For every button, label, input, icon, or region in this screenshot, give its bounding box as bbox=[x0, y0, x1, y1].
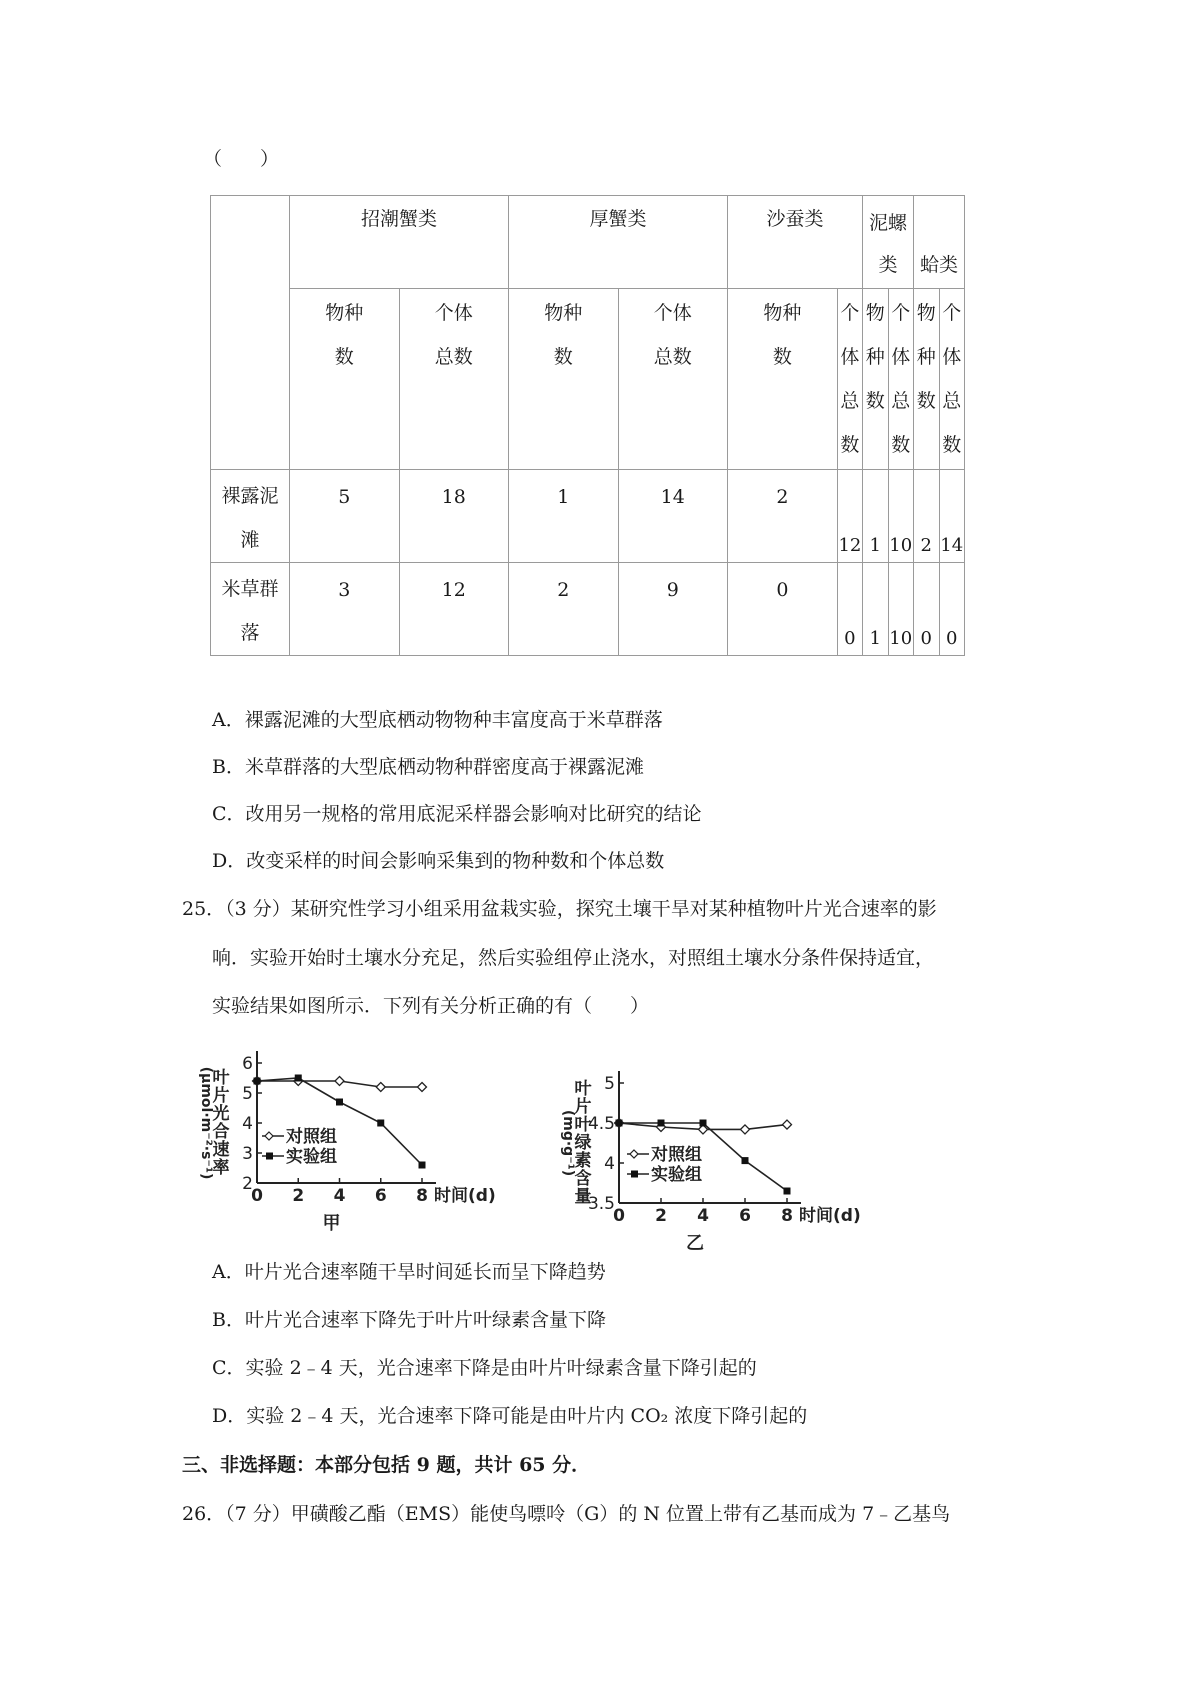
data-point bbox=[784, 1188, 791, 1195]
data-point bbox=[377, 1120, 384, 1127]
data-point bbox=[658, 1120, 665, 1127]
data-point bbox=[335, 1077, 344, 1086]
legend-marker bbox=[630, 1150, 638, 1158]
y-axis-unit: (μmol·m⁻²·s⁻¹) bbox=[198, 1066, 214, 1180]
option-b: B．米草群落的大型底栖动物种群密度高于裸露泥滩 bbox=[212, 756, 644, 778]
legend-label: 对照组 bbox=[651, 1145, 702, 1165]
y-axis-label: 含 bbox=[574, 1169, 592, 1189]
option-a: A．叶片光合速率随干旱时间延长而呈下降趋势 bbox=[212, 1261, 606, 1283]
sub-header: 个体总数 bbox=[618, 289, 728, 470]
table-cell: 1 bbox=[509, 470, 619, 563]
x-tick-label: 2 bbox=[292, 1186, 305, 1206]
data-point bbox=[418, 1083, 427, 1092]
option-a: A．裸露泥滩的大型底栖动物物种丰富度高于米草群落 bbox=[212, 709, 663, 731]
x-tick-label: 8 bbox=[781, 1206, 793, 1226]
table-cell: 9 bbox=[618, 563, 728, 656]
x-tick-label: 4 bbox=[697, 1206, 709, 1226]
chart-caption: 乙 bbox=[686, 1233, 704, 1254]
option-c: C．改用另一规格的常用底泥采样器会影响对比研究的结论 bbox=[212, 803, 702, 825]
x-tick-label: 6 bbox=[374, 1186, 387, 1206]
legend-label: 实验组 bbox=[286, 1147, 337, 1167]
y-axis-label: 素 bbox=[574, 1151, 592, 1171]
data-point bbox=[741, 1125, 750, 1134]
x-tick-label: 4 bbox=[333, 1186, 346, 1206]
group-header: 厚蟹类 bbox=[509, 196, 728, 289]
question-25-stem-3: 实验结果如图所示．下列有关分析正确的有（ ） bbox=[212, 995, 650, 1017]
legend-marker bbox=[631, 1171, 638, 1178]
y-tick-label: 4.5 bbox=[587, 1114, 615, 1134]
sub-header: 物种数 bbox=[728, 289, 838, 470]
y-tick-label: 3 bbox=[242, 1144, 253, 1164]
chart-photosynthesis-rate bbox=[198, 1040, 560, 1234]
legend-marker bbox=[266, 1153, 273, 1160]
answer-blank: （ ） bbox=[203, 148, 280, 170]
x-axis-label: 时间(d) bbox=[434, 1186, 496, 1206]
legend-marker bbox=[265, 1132, 273, 1140]
data-point bbox=[376, 1083, 385, 1092]
x-axis-label: 时间(d) bbox=[799, 1206, 861, 1226]
table-cell: 1 bbox=[863, 470, 889, 563]
data-point bbox=[742, 1157, 749, 1164]
y-axis-label: 合 bbox=[212, 1122, 230, 1142]
table-cell: 1 bbox=[863, 563, 889, 656]
question-26-stem: 26．（7 分）甲磺酸乙酯（EMS）能使鸟嘌呤（G）的 N 位置上带有乙基而成为 7﹣乙基鸟 bbox=[182, 1503, 951, 1525]
table-cell: 14 bbox=[939, 470, 965, 563]
y-tick-label: 4 bbox=[604, 1154, 615, 1174]
table-cell: 0 bbox=[939, 563, 965, 656]
data-point bbox=[700, 1120, 707, 1127]
sub-header: 个体总数 bbox=[837, 289, 862, 470]
question-25-stem-2: 响．实验开始时土壤水分充足，然后实验组停止浇水，对照组土壤水分条件保持适宜， bbox=[212, 947, 935, 969]
y-tick-label: 3.5 bbox=[587, 1194, 615, 1214]
option-b: B．叶片光合速率下降先于叶片叶绿素含量下降 bbox=[212, 1309, 606, 1331]
option-c: C．实验 2﹣4 天，光合速率下降是由叶片叶绿素含量下降引起的 bbox=[212, 1357, 757, 1379]
y-axis-label: 叶 bbox=[212, 1068, 230, 1088]
series-line bbox=[257, 1078, 422, 1165]
table-cell: 10 bbox=[888, 563, 914, 656]
sub-header: 物种数 bbox=[914, 289, 940, 470]
table-cell: 2 bbox=[914, 470, 940, 563]
table-cell: 0 bbox=[837, 563, 862, 656]
y-axis-label: 率 bbox=[212, 1158, 230, 1178]
sub-header: 物种数 bbox=[290, 289, 400, 470]
table-cell: 2 bbox=[509, 563, 619, 656]
y-tick-label: 5 bbox=[242, 1084, 253, 1104]
table-row bbox=[211, 563, 965, 656]
table-corner bbox=[211, 196, 290, 470]
x-tick-label: 0 bbox=[251, 1186, 263, 1206]
table-cell: 18 bbox=[399, 470, 509, 563]
x-tick-label: 0 bbox=[613, 1206, 625, 1226]
y-tick-label: 5 bbox=[604, 1074, 615, 1094]
sub-header: 物种数 bbox=[863, 289, 889, 470]
data-point bbox=[254, 1078, 261, 1085]
x-tick-label: 6 bbox=[739, 1206, 751, 1226]
y-axis-label: 片 bbox=[574, 1097, 592, 1117]
x-tick-label: 2 bbox=[655, 1206, 667, 1226]
y-axis-unit: (mg·g⁻¹) bbox=[560, 1109, 576, 1177]
table-cell: 10 bbox=[888, 470, 914, 563]
chart-chlorophyll-content bbox=[560, 1060, 945, 1254]
table-cell: 3 bbox=[290, 563, 400, 656]
group-header: 沙蚕类 bbox=[728, 196, 863, 289]
group-header: 蛤类 bbox=[914, 196, 965, 289]
table-cell: 5 bbox=[290, 470, 400, 563]
table-cell: 0 bbox=[914, 563, 940, 656]
data-point bbox=[419, 1162, 426, 1169]
y-tick-label: 6 bbox=[242, 1054, 253, 1074]
group-header: 泥螺类 bbox=[863, 196, 914, 289]
y-tick-label: 4 bbox=[242, 1114, 253, 1134]
option-d: D．改变采样的时间会影响采集到的物种数和个体总数 bbox=[212, 850, 665, 872]
table-cell: 12 bbox=[837, 470, 862, 563]
row-label: 裸露泥滩 bbox=[211, 470, 290, 563]
y-axis-label: 绿 bbox=[574, 1133, 592, 1153]
y-tick-label: 2 bbox=[242, 1174, 253, 1194]
data-point bbox=[336, 1099, 343, 1106]
data-point bbox=[616, 1120, 623, 1127]
x-tick-label: 8 bbox=[416, 1186, 428, 1206]
table-cell: 0 bbox=[728, 563, 838, 656]
sub-header: 物种数 bbox=[509, 289, 619, 470]
row-label: 米草群落 bbox=[211, 563, 290, 656]
y-axis-label: 量 bbox=[574, 1187, 592, 1207]
section-heading: 三、非选择题：本部分包括 9 题，共计 65 分． bbox=[182, 1454, 591, 1476]
y-axis-label: 光 bbox=[212, 1104, 230, 1124]
option-d: D．实验 2﹣4 天，光合速率下降可能是由叶片内 CO₂ 浓度下降引起的 bbox=[212, 1405, 808, 1427]
group-header: 招潮蟹类 bbox=[290, 196, 509, 289]
y-axis-label: 叶 bbox=[574, 1115, 592, 1135]
legend-label: 对照组 bbox=[286, 1127, 337, 1147]
legend-label: 实验组 bbox=[651, 1165, 702, 1185]
data-point bbox=[295, 1075, 302, 1082]
y-axis-label: 速 bbox=[212, 1140, 230, 1160]
question-25-stem: 25．（3 分）某研究性学习小组采用盆栽实验，探究土壤干旱对某种植物叶片光合速率的影 bbox=[182, 898, 937, 920]
sub-header: 个体总数 bbox=[939, 289, 965, 470]
sub-header: 个体总数 bbox=[888, 289, 914, 470]
table-cell: 12 bbox=[399, 563, 509, 656]
table-row bbox=[211, 470, 965, 563]
data-point bbox=[783, 1120, 792, 1129]
y-axis-label: 片 bbox=[212, 1086, 230, 1106]
table-cell: 14 bbox=[618, 470, 728, 563]
y-axis-label: 叶 bbox=[574, 1079, 592, 1099]
table-cell: 2 bbox=[728, 470, 838, 563]
sub-header: 个体总数 bbox=[399, 289, 509, 470]
chart-caption: 甲 bbox=[322, 1213, 341, 1234]
